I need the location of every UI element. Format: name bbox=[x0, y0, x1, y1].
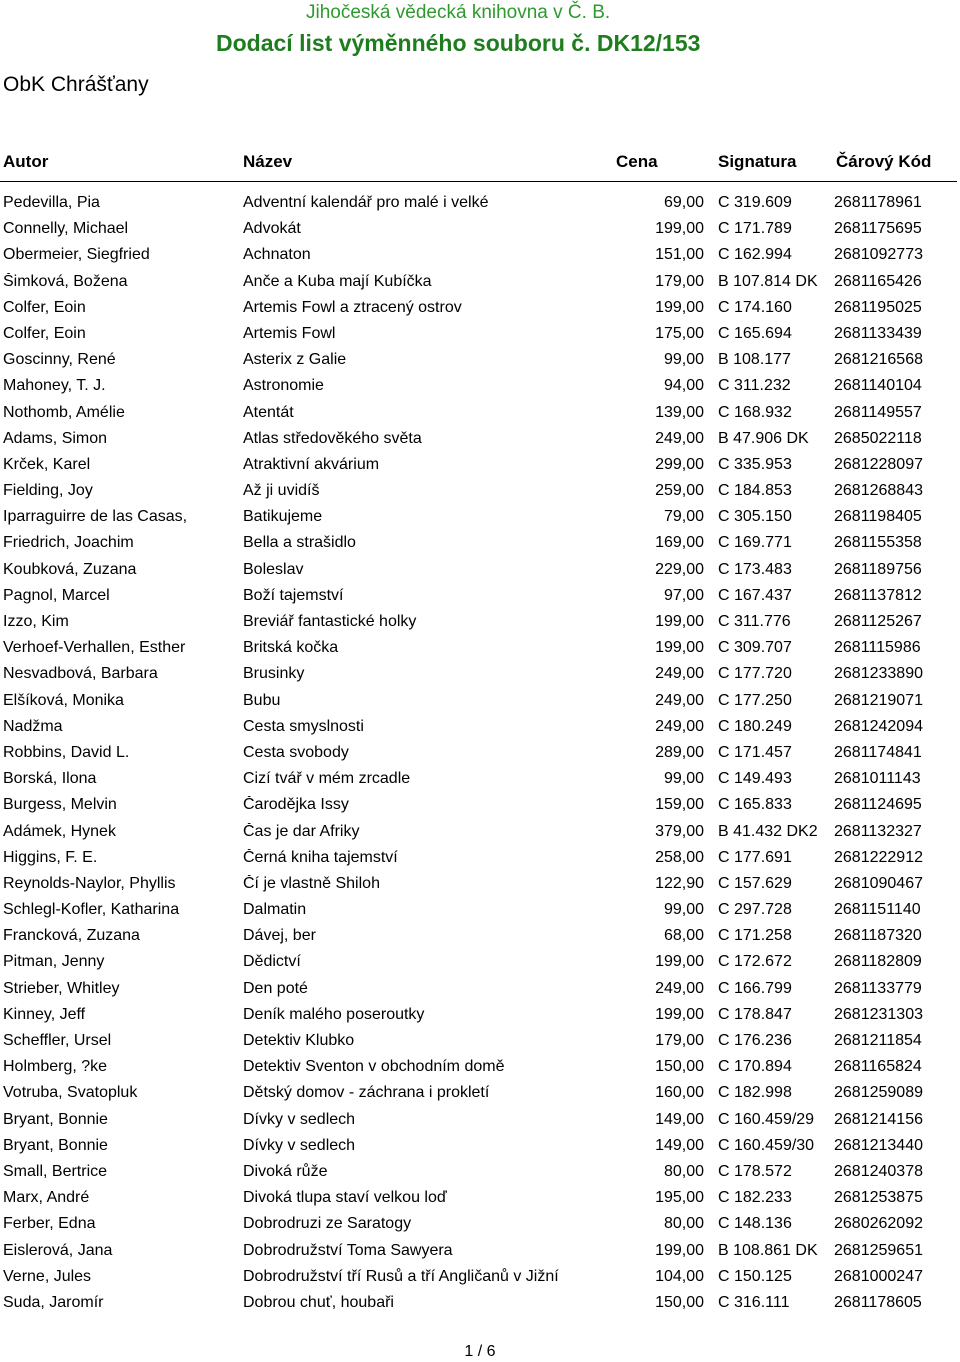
cell-kod: 2681268843 bbox=[834, 482, 923, 500]
cell-signatura: C 311.232 bbox=[718, 377, 791, 395]
table-row bbox=[0, 1212, 960, 1238]
table-row bbox=[0, 1003, 960, 1029]
cell-kod: 2681259651 bbox=[834, 1241, 923, 1259]
cell-cena: 258,00 bbox=[655, 848, 704, 866]
cell-cena: 80,00 bbox=[663, 1215, 704, 1233]
cell-autor: Adámek, Hynek bbox=[3, 822, 116, 840]
cell-nazev: Den poté bbox=[243, 979, 308, 997]
cell-nazev: Cesta svobody bbox=[243, 743, 349, 761]
cell-nazev: Čas je dar Afriky bbox=[243, 822, 360, 840]
cell-nazev: Dětský domov - záchrana i prokletí bbox=[243, 1084, 490, 1102]
cell-autor: Colfer, Eoin bbox=[3, 324, 86, 342]
cell-autor: Verhoef-Verhallen, Esther bbox=[3, 639, 186, 657]
cell-signatura: C 178.847 bbox=[718, 1005, 792, 1023]
cell-nazev: Atentát bbox=[243, 403, 294, 421]
cell-signatura: C 173.483 bbox=[718, 560, 792, 578]
cell-cena: 249,00 bbox=[655, 979, 704, 997]
cell-kod: 2681124695 bbox=[834, 796, 922, 814]
cell-nazev: Divoká tlupa staví velkou loď bbox=[243, 1189, 447, 1207]
table-row bbox=[0, 243, 960, 269]
cell-nazev: Atraktivní akvárium bbox=[243, 455, 380, 473]
cell-kod: 2681011143 bbox=[834, 770, 921, 788]
cell-signatura: C 171.258 bbox=[718, 927, 792, 945]
cell-autor: Small, Bertrice bbox=[3, 1162, 108, 1180]
table-row bbox=[0, 1108, 960, 1134]
cell-cena: 199,00 bbox=[655, 639, 704, 657]
cell-cena: 99,00 bbox=[663, 901, 704, 919]
table-row bbox=[0, 977, 960, 1003]
table-row bbox=[0, 270, 960, 296]
cell-kod: 2681253875 bbox=[834, 1189, 923, 1207]
cell-cena: 169,00 bbox=[655, 534, 704, 552]
cell-autor: Schlegl-Kofler, Katharina bbox=[3, 901, 180, 919]
header-divider bbox=[0, 181, 957, 182]
cell-cena: 179,00 bbox=[655, 1032, 704, 1049]
cell-signatura: C 177.720 bbox=[718, 665, 792, 683]
cell-kod: 2681198405 bbox=[834, 508, 922, 526]
cell-kod: 2681137812 bbox=[834, 586, 922, 604]
cell-signatura: B 107.814 DK bbox=[718, 272, 818, 290]
cell-kod: 2681189756 bbox=[834, 560, 922, 578]
table-row bbox=[0, 820, 960, 846]
cell-cena: 199,00 bbox=[655, 220, 704, 238]
cell-cena: 99,00 bbox=[663, 351, 704, 369]
cell-cena: 175,00 bbox=[655, 324, 704, 342]
cell-autor: Nothomb, Amélie bbox=[3, 403, 125, 421]
cell-kod: 2681228097 bbox=[834, 455, 923, 473]
table-row bbox=[0, 348, 960, 374]
table-row bbox=[0, 924, 960, 950]
cell-nazev: Deník malého poseroutky bbox=[243, 1005, 425, 1023]
cell-nazev: Dobrodružství tří Rusů a tří Angličanů v Jižní bbox=[243, 1267, 559, 1285]
cell-autor: Friedrich, Joachim bbox=[3, 534, 134, 552]
cell-autor: Krček, Karel bbox=[3, 455, 91, 473]
column-header-cena: Cena bbox=[616, 152, 658, 171]
cell-nazev: Dědictví bbox=[243, 953, 301, 971]
column-header-nazev: Název bbox=[243, 152, 293, 171]
cell-cena: 79,00 bbox=[663, 508, 704, 526]
cell-autor: Izzo, Kim bbox=[3, 613, 69, 630]
cell-cena: 195,00 bbox=[655, 1189, 704, 1207]
cell-nazev: Boží tajemství bbox=[243, 586, 344, 604]
cell-signatura: C 180.249 bbox=[718, 717, 792, 735]
cell-kod: 2680262092 bbox=[834, 1215, 923, 1233]
cell-kod: 2681133779 bbox=[834, 979, 922, 997]
table-row bbox=[0, 1134, 960, 1160]
table-row bbox=[0, 217, 960, 243]
cell-autor: Bryant, Bonnie bbox=[3, 1136, 108, 1154]
cell-autor: Bryant, Bonnie bbox=[3, 1110, 108, 1128]
cell-cena: 249,00 bbox=[655, 717, 704, 735]
cell-cena: 199,00 bbox=[655, 298, 704, 316]
cell-signatura: C 171.457 bbox=[718, 743, 792, 761]
cell-signatura: B 108.861 DK bbox=[718, 1241, 818, 1259]
table-row bbox=[0, 1239, 960, 1265]
cell-signatura: C 319.609 bbox=[718, 194, 792, 211]
table-row bbox=[0, 453, 960, 479]
cell-cena: 151,00 bbox=[655, 246, 704, 264]
cell-nazev: Achnaton bbox=[243, 246, 311, 264]
cell-nazev: Adventní kalendář pro malé i velké bbox=[243, 194, 489, 211]
cell-cena: 69,00 bbox=[663, 194, 704, 211]
cell-autor: Iparraguirre de las Casas, bbox=[3, 508, 188, 526]
table-row bbox=[0, 610, 960, 636]
cell-nazev: Anče a Kuba mají Kubíčka bbox=[243, 272, 432, 290]
cell-signatura: C 171.789 bbox=[718, 220, 792, 238]
organization-name: ObK Chrášťany bbox=[3, 73, 149, 96]
cell-signatura: C 172.672 bbox=[718, 953, 792, 971]
cell-cena: 299,00 bbox=[655, 455, 704, 473]
cell-nazev: Dobrodruzi ze Saratogy bbox=[243, 1215, 412, 1233]
table-row bbox=[0, 846, 960, 872]
cell-signatura: B 108.177 bbox=[718, 351, 791, 369]
table-row bbox=[0, 1291, 960, 1317]
cell-autor: Mahoney, T. J. bbox=[3, 377, 106, 395]
cell-cena: 94,00 bbox=[663, 377, 704, 395]
cell-autor: Kinney, Jeff bbox=[3, 1005, 86, 1023]
cell-kod: 2681151140 bbox=[834, 901, 921, 919]
cell-kod: 2681233890 bbox=[834, 665, 923, 683]
cell-autor: Pitman, Jenny bbox=[3, 953, 105, 971]
cell-kod: 2681178605 bbox=[834, 1293, 922, 1311]
cell-kod: 2681132327 bbox=[834, 822, 922, 840]
cell-autor: Nadžma bbox=[3, 717, 63, 735]
cell-cena: 199,00 bbox=[655, 1005, 704, 1023]
page-number: 1 / 6 bbox=[464, 1343, 496, 1360]
cell-kod: 2681259089 bbox=[834, 1084, 923, 1102]
cell-nazev: Bubu bbox=[243, 691, 281, 709]
table-row bbox=[0, 531, 960, 557]
cell-kod: 2681242094 bbox=[834, 717, 923, 735]
table-row bbox=[0, 505, 960, 531]
cell-signatura: C 297.728 bbox=[718, 901, 792, 919]
table-row bbox=[0, 636, 960, 662]
cell-autor: Francková, Zuzana bbox=[3, 927, 140, 945]
cell-signatura: B 41.432 DK2 bbox=[718, 822, 818, 840]
cell-nazev: Cizí tvář v mém zrcadle bbox=[243, 770, 411, 788]
cell-nazev: Čí je vlastně Shiloh bbox=[243, 874, 380, 892]
table-row bbox=[0, 558, 960, 584]
document-title: Dodací list výměnného souboru č. DK12/153 bbox=[216, 30, 701, 56]
table-row bbox=[0, 401, 960, 427]
cell-signatura: C 182.233 bbox=[718, 1189, 792, 1207]
cell-signatura: C 182.998 bbox=[718, 1084, 792, 1102]
cell-cena: 149,00 bbox=[655, 1136, 704, 1154]
cell-cena: 97,00 bbox=[663, 586, 704, 604]
cell-signatura: C 160.459/30 bbox=[718, 1136, 815, 1154]
cell-autor: Verne, Jules bbox=[3, 1267, 92, 1285]
cell-cena: 68,00 bbox=[663, 927, 704, 945]
table-row bbox=[0, 1186, 960, 1212]
table-header bbox=[0, 152, 960, 178]
cell-cena: 104,00 bbox=[655, 1267, 704, 1285]
cell-kod: 2681222912 bbox=[834, 848, 923, 866]
cell-nazev: Brusinky bbox=[243, 665, 305, 683]
cell-signatura: C 157.629 bbox=[718, 874, 792, 892]
cell-nazev: Divoká růže bbox=[243, 1162, 328, 1180]
cell-signatura: B 47.906 DK bbox=[718, 429, 809, 447]
cell-cena: 150,00 bbox=[655, 1293, 704, 1311]
cell-autor: Holmberg, ?ke bbox=[3, 1058, 108, 1076]
cell-cena: 159,00 bbox=[655, 796, 704, 814]
cell-autor: Strieber, Whitley bbox=[3, 979, 120, 997]
cell-nazev: Dívky v sedlech bbox=[243, 1136, 356, 1154]
table-row bbox=[0, 1081, 960, 1107]
table-row bbox=[0, 374, 960, 400]
cell-nazev: Dobrodružství Toma Sawyera bbox=[243, 1241, 453, 1259]
cell-kod: 2681211854 bbox=[834, 1032, 922, 1049]
cell-autor: Burgess, Melvin bbox=[3, 796, 117, 814]
cell-autor: Votruba, Svatopluk bbox=[3, 1084, 138, 1102]
cell-signatura: C 162.994 bbox=[718, 246, 792, 264]
cell-kod: 2681000247 bbox=[834, 1267, 923, 1285]
cell-autor: Koubková, Zuzana bbox=[3, 560, 137, 578]
cell-cena: 122,90 bbox=[655, 874, 704, 892]
cell-cena: 199,00 bbox=[655, 1241, 704, 1259]
table-row bbox=[0, 427, 960, 453]
table-body bbox=[0, 191, 960, 1317]
table-row bbox=[0, 950, 960, 976]
cell-autor: Suda, Jaromír bbox=[3, 1293, 104, 1311]
cell-nazev: Detektiv Sventon v obchodním domě bbox=[243, 1058, 505, 1076]
cell-signatura: C 166.799 bbox=[718, 979, 792, 997]
cell-autor: Marx, André bbox=[3, 1189, 90, 1207]
table-row bbox=[0, 1160, 960, 1186]
cell-nazev: Čarodějka Issy bbox=[243, 796, 349, 814]
cell-kod: 2681133439 bbox=[834, 324, 922, 342]
cell-kod: 2681092773 bbox=[834, 246, 923, 264]
cell-signatura: C 176.236 bbox=[718, 1032, 792, 1049]
table-row bbox=[0, 689, 960, 715]
cell-kod: 2681178961 bbox=[834, 194, 922, 211]
table-row bbox=[0, 296, 960, 322]
cell-kod: 2681214156 bbox=[834, 1110, 923, 1128]
cell-nazev: Asterix z Galie bbox=[243, 351, 347, 369]
cell-autor: Pedevilla, Pia bbox=[3, 194, 100, 211]
cell-kod: 2681182809 bbox=[834, 953, 922, 971]
cell-cena: 80,00 bbox=[663, 1162, 704, 1180]
cell-cena: 199,00 bbox=[655, 613, 704, 630]
cell-signatura: C 177.250 bbox=[718, 691, 792, 709]
cell-autor: Nesvadbová, Barbara bbox=[3, 665, 158, 683]
cell-cena: 149,00 bbox=[655, 1110, 704, 1128]
cell-kod: 2681231303 bbox=[834, 1005, 923, 1023]
cell-kod: 2681219071 bbox=[834, 691, 923, 709]
cell-signatura: C 309.707 bbox=[718, 639, 792, 657]
cell-signatura: C 184.853 bbox=[718, 482, 792, 500]
cell-autor: Colfer, Eoin bbox=[3, 298, 86, 316]
cell-signatura: C 165.833 bbox=[718, 796, 792, 814]
cell-kod: 2681140104 bbox=[834, 377, 922, 395]
column-header-autor: Autor bbox=[3, 152, 49, 171]
cell-signatura: C 178.572 bbox=[718, 1162, 792, 1180]
cell-cena: 249,00 bbox=[655, 691, 704, 709]
column-header-signatura: Signatura bbox=[718, 152, 797, 171]
cell-kod: 2681187320 bbox=[834, 927, 922, 945]
cell-cena: 150,00 bbox=[655, 1058, 704, 1076]
table-row bbox=[0, 662, 960, 688]
cell-nazev: Bella a strašidlo bbox=[243, 534, 356, 552]
cell-signatura: C 150.125 bbox=[718, 1267, 792, 1285]
cell-signatura: C 311.776 bbox=[718, 613, 791, 630]
cell-kod: 2681090467 bbox=[834, 874, 923, 892]
cell-kod: 2681149557 bbox=[834, 403, 922, 421]
cell-kod: 2681175695 bbox=[834, 220, 922, 238]
table-row bbox=[0, 741, 960, 767]
cell-nazev: Atlas středověkého světa bbox=[243, 429, 422, 447]
cell-cena: 229,00 bbox=[655, 560, 704, 578]
cell-signatura: C 149.493 bbox=[718, 770, 792, 788]
cell-cena: 99,00 bbox=[663, 770, 704, 788]
cell-kod: 2681155358 bbox=[834, 534, 922, 552]
cell-signatura: C 174.160 bbox=[718, 298, 792, 316]
cell-cena: 249,00 bbox=[655, 665, 704, 683]
table-row bbox=[0, 322, 960, 348]
table-row bbox=[0, 1029, 960, 1055]
table-row bbox=[0, 898, 960, 924]
cell-signatura: C 305.150 bbox=[718, 508, 792, 526]
cell-nazev: Dívky v sedlech bbox=[243, 1110, 356, 1128]
cell-signatura: C 165.694 bbox=[718, 324, 792, 342]
cell-signatura: C 170.894 bbox=[718, 1058, 792, 1076]
cell-autor: Šimková, Božena bbox=[3, 272, 128, 290]
cell-signatura: C 335.953 bbox=[718, 455, 792, 473]
cell-nazev: Detektiv Klubko bbox=[243, 1032, 355, 1049]
cell-nazev: Až ji uvidíš bbox=[243, 482, 320, 500]
column-header-kod: Čárový Kód bbox=[836, 152, 932, 171]
cell-kod: 2681240378 bbox=[834, 1162, 923, 1180]
cell-autor: Goscinny, René bbox=[3, 351, 116, 369]
cell-kod: 2681165426 bbox=[834, 272, 922, 290]
cell-kod: 2681195025 bbox=[834, 298, 922, 316]
cell-autor: Connelly, Michael bbox=[3, 220, 129, 238]
cell-autor: Obermeier, Siegfried bbox=[3, 246, 150, 264]
cell-kod: 2681125267 bbox=[834, 613, 922, 630]
cell-nazev: Advokát bbox=[243, 220, 301, 238]
cell-nazev: Dobrou chuť, houbaři bbox=[243, 1293, 394, 1311]
cell-kod: 2681174841 bbox=[834, 743, 922, 761]
cell-signatura: C 160.459/29 bbox=[718, 1110, 815, 1128]
table-row bbox=[0, 1055, 960, 1081]
cell-autor: Borská, Ilona bbox=[3, 770, 97, 788]
cell-autor: Reynolds-Naylor, Phyllis bbox=[3, 874, 176, 892]
cell-autor: Ferber, Edna bbox=[3, 1215, 96, 1233]
library-name: Jihočeská vědecká knihovna v Č. B. bbox=[306, 2, 611, 23]
cell-nazev: Britská kočka bbox=[243, 639, 339, 657]
cell-nazev: Breviář fantastické holky bbox=[243, 613, 417, 630]
cell-nazev: Astronomie bbox=[243, 377, 324, 395]
cell-nazev: Boleslav bbox=[243, 560, 304, 578]
table-row bbox=[0, 793, 960, 819]
cell-signatura: C 148.136 bbox=[718, 1215, 792, 1233]
cell-nazev: Batikujeme bbox=[243, 508, 323, 526]
table-row bbox=[0, 479, 960, 505]
cell-autor: Adams, Simon bbox=[3, 429, 108, 447]
cell-cena: 289,00 bbox=[655, 743, 704, 761]
cell-kod: 2681115986 bbox=[834, 639, 921, 657]
cell-kod: 2681213440 bbox=[834, 1136, 923, 1154]
table-row bbox=[0, 715, 960, 741]
cell-cena: 179,00 bbox=[655, 272, 704, 290]
cell-nazev: Černá kniha tajemství bbox=[243, 848, 398, 866]
table-row bbox=[0, 1265, 960, 1291]
cell-kod: 2681216568 bbox=[834, 351, 923, 369]
cell-cena: 249,00 bbox=[655, 429, 704, 447]
table-row bbox=[0, 191, 960, 217]
cell-signatura: C 177.691 bbox=[718, 848, 792, 866]
cell-signatura: C 167.437 bbox=[718, 586, 792, 604]
cell-nazev: Dávej, ber bbox=[243, 927, 316, 945]
cell-autor: Pagnol, Marcel bbox=[3, 586, 110, 604]
cell-cena: 139,00 bbox=[655, 403, 704, 421]
table-row bbox=[0, 872, 960, 898]
cell-cena: 259,00 bbox=[655, 482, 704, 500]
cell-kod: 2681165824 bbox=[834, 1058, 922, 1076]
table-row bbox=[0, 767, 960, 793]
cell-nazev: Cesta smyslnosti bbox=[243, 717, 364, 735]
cell-signatura: C 316.111 bbox=[718, 1293, 790, 1311]
cell-nazev: Artemis Fowl a ztracený ostrov bbox=[243, 298, 462, 316]
cell-signatura: C 168.932 bbox=[718, 403, 792, 421]
cell-cena: 199,00 bbox=[655, 953, 704, 971]
cell-autor: Robbins, David L. bbox=[3, 743, 130, 761]
cell-autor: Scheffler, Ursel bbox=[3, 1032, 112, 1049]
cell-autor: Fielding, Joy bbox=[3, 482, 93, 500]
cell-signatura: C 169.771 bbox=[718, 534, 792, 552]
cell-kod: 2685022118 bbox=[834, 429, 922, 447]
cell-cena: 160,00 bbox=[655, 1084, 704, 1102]
cell-autor: Eislerová, Jana bbox=[3, 1241, 113, 1259]
cell-autor: Elšíková, Monika bbox=[3, 691, 124, 709]
cell-nazev: Artemis Fowl bbox=[243, 324, 336, 342]
table-row bbox=[0, 584, 960, 610]
cell-cena: 379,00 bbox=[655, 822, 704, 840]
cell-autor: Higgins, F. E. bbox=[3, 848, 98, 866]
cell-nazev: Dalmatin bbox=[243, 901, 307, 919]
